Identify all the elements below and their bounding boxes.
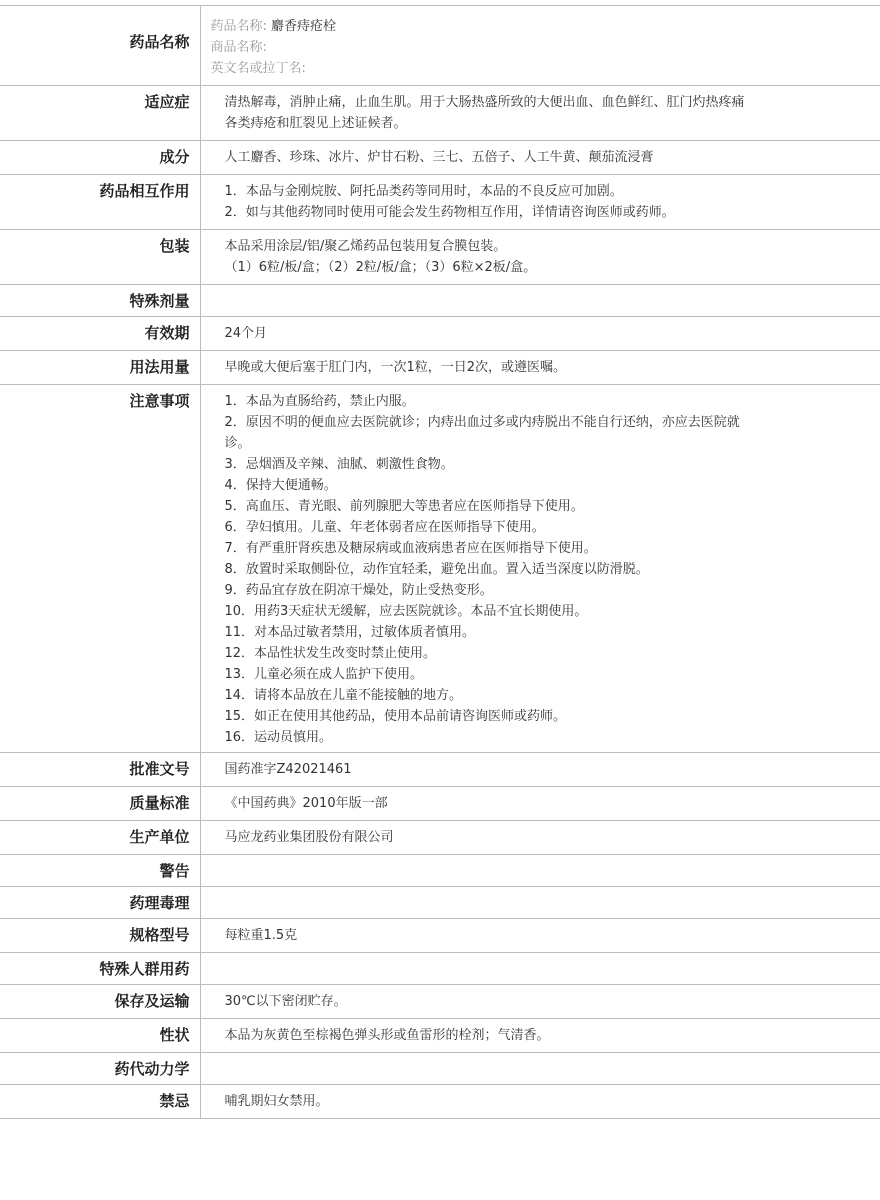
value-special-population: [200, 953, 880, 985]
row-approval: [0, 753, 880, 787]
drug-spec-sheet: [0, 5, 880, 1119]
generic-name-value: 麝香痔疮栓: [271, 19, 337, 34]
row-special-population: [0, 953, 880, 985]
value-ingredients: 人工麝香、珍珠、冰片、炉甘石粉、三七、五倍子、人工牛黄、颠茄流浸膏: [200, 141, 880, 175]
precaution-line: 13．儿童必须在成人监护下使用。: [224, 667, 424, 682]
value-precautions: [200, 385, 880, 753]
precaution-line: 9．药品宜存放在阴凉干燥处，防止受热变形。: [224, 583, 493, 598]
row-manufacturer: [0, 821, 880, 855]
label-standard: 质量标准: [0, 787, 200, 821]
label-contraindications: 禁忌: [0, 1085, 200, 1119]
value-approval: 国药准字Z42021461: [200, 753, 880, 787]
interactions-line: 1．本品与金刚烷胺、阿托品类药等同用时，本品的不良反应可加剧。: [224, 184, 623, 199]
row-storage: [0, 985, 880, 1019]
label-special-population: 特殊人群用药: [0, 953, 200, 985]
precaution-line: 4．保持大便通畅。: [224, 478, 337, 493]
value-warning: [200, 855, 880, 887]
precaution-line: 诊。: [224, 436, 251, 451]
row-toxicology: [0, 887, 880, 919]
row-interactions: [0, 175, 880, 230]
row-contraindications: [0, 1085, 880, 1119]
value-storage: 30℃以下密闭贮存。: [200, 985, 880, 1019]
label-indications: 适应症: [0, 86, 200, 141]
generic-name-label: 药品名称:: [210, 19, 267, 34]
value-interactions: [200, 175, 880, 230]
precaution-line: 3．忌烟酒及辛辣、油腻、刺激性食物。: [224, 457, 454, 472]
label-interactions: 药品相互作用: [0, 175, 200, 230]
drug-spec-table: [0, 5, 880, 1119]
indications-line: 清热解毒，消肿止痛，止血生肌。用于大肠热盛所致的大便出血、血色鲜红、肛门灼热疼痛: [224, 95, 745, 110]
value-validity: 24个月: [200, 317, 880, 351]
precaution-line: 16．运动员慎用。: [224, 730, 333, 745]
trade-name-label: 商品名称:: [210, 40, 267, 55]
row-packaging: [0, 230, 880, 285]
value-toxicology: [200, 887, 880, 919]
value-indications: [200, 86, 880, 141]
precaution-line: 12．本品性状发生改变时禁止使用。: [224, 646, 437, 661]
label-warning: 警告: [0, 855, 200, 887]
packaging-line: 本品采用涂层/铝/聚乙烯药品包装用复合膜包装。: [224, 239, 507, 254]
value-drug-name: [200, 6, 880, 86]
label-spec: 规格型号: [0, 919, 200, 953]
label-ingredients: 成分: [0, 141, 200, 175]
label-manufacturer: 生产单位: [0, 821, 200, 855]
indications-line: 各类痔疮和肛裂见上述证候者。: [224, 116, 407, 131]
value-manufacturer: 马应龙药业集团股份有限公司: [200, 821, 880, 855]
row-appearance: [0, 1019, 880, 1053]
value-packaging: [200, 230, 880, 285]
precaution-line: 6．孕妇慎用。儿童、年老体弱者应在医师指导下使用。: [224, 520, 545, 535]
precaution-line: 10．用药3天症状无缓解，应去医院就诊。本品不宜长期使用。: [224, 604, 588, 619]
precaution-line: 1．本品为直肠给药，禁止内服。: [224, 394, 415, 409]
label-approval: 批准文号: [0, 753, 200, 787]
label-validity: 有效期: [0, 317, 200, 351]
row-warning: [0, 855, 880, 887]
row-pharmacokinetics: [0, 1053, 880, 1085]
label-toxicology: 药理毒理: [0, 887, 200, 919]
row-validity: [0, 317, 880, 351]
precaution-line: 14．请将本品放在儿童不能接触的地方。: [224, 688, 463, 703]
precaution-line: 8．放置时采取侧卧位，动作宜轻柔，避免出血。置入适当深度以防滑脱。: [224, 562, 649, 577]
label-storage: 保存及运输: [0, 985, 200, 1019]
value-pharmacokinetics: [200, 1053, 880, 1085]
label-precautions: 注意事项: [0, 385, 200, 753]
interactions-line: 2．如与其他药物同时使用可能会发生药物相互作用，详情请咨询医师或药师。: [224, 205, 675, 220]
row-special-dose: [0, 285, 880, 317]
generic-name-line: [211, 16, 871, 37]
row-drug-name: [0, 6, 880, 86]
value-standard: 《中国药典》2010年版一部: [200, 787, 880, 821]
packaging-line: （1）6粒/板/盒；（2）2粒/板/盒；（3）6粒×2板/盒。: [224, 260, 537, 275]
row-spec: [0, 919, 880, 953]
label-special-dose: 特殊剂量: [0, 285, 200, 317]
row-indications: [0, 86, 880, 141]
row-precautions: [0, 385, 880, 753]
precaution-line: 7．有严重肝肾疾患及糖尿病或血液病患者应在医师指导下使用。: [224, 541, 597, 556]
value-contraindications: 哺乳期妇女禁用。: [200, 1085, 880, 1119]
value-special-dose: [200, 285, 880, 317]
row-ingredients: [0, 141, 880, 175]
english-name-label: 英文名或拉丁名:: [210, 61, 306, 76]
value-usage: 早晚或大便后塞于肛门内，一次1粒，一日2次，或遵医嘱。: [200, 351, 880, 385]
precaution-line: 15．如正在使用其他药品，使用本品前请咨询医师或药师。: [224, 709, 567, 724]
row-standard: [0, 787, 880, 821]
row-usage: [0, 351, 880, 385]
precaution-line: 2．原因不明的便血应去医院就诊；内痔出血过多或内痔脱出不能自行还纳，亦应去医院就: [224, 415, 740, 430]
precaution-line: 5．高血压、青光眼、前列腺肥大等患者应在医师指导下使用。: [224, 499, 584, 514]
precaution-line: 11．对本品过敏者禁用，过敏体质者慎用。: [224, 625, 476, 640]
label-appearance: 性状: [0, 1019, 200, 1053]
value-appearance: 本品为灰黄色至棕褐色弹头形或鱼雷形的栓剂；气清香。: [200, 1019, 880, 1053]
label-packaging: 包装: [0, 230, 200, 285]
label-usage: 用法用量: [0, 351, 200, 385]
label-pharmacokinetics: 药代动力学: [0, 1053, 200, 1085]
label-drug-name: 药品名称: [0, 6, 200, 86]
value-spec: 每粒重1.5克: [200, 919, 880, 953]
